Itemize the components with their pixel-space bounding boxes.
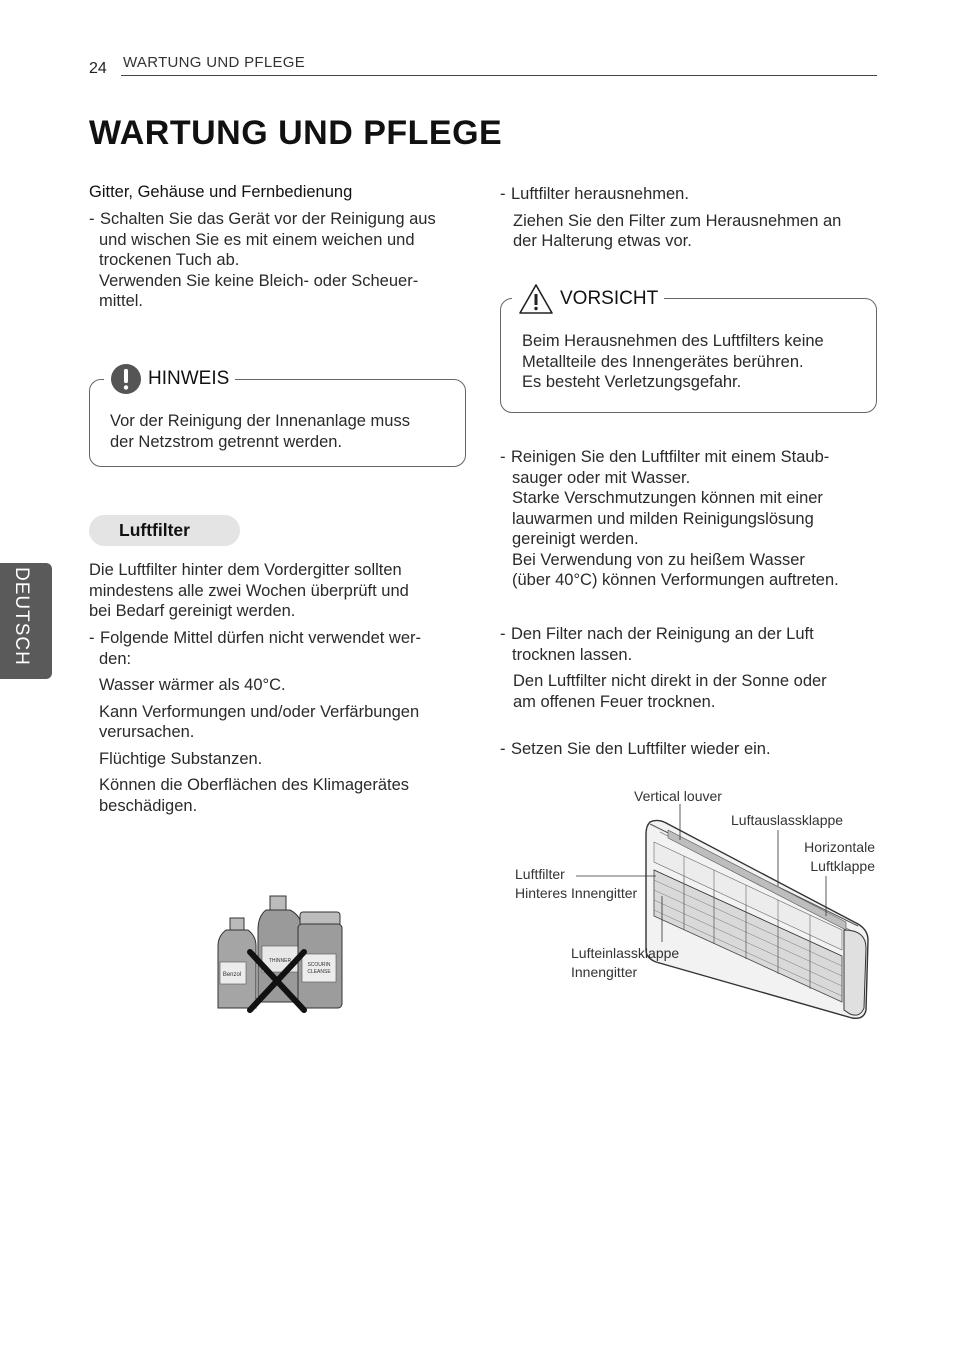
forbidden-agents-item bbox=[89, 628, 474, 816]
text-line: Lufteinlassklappe bbox=[571, 945, 680, 961]
warning-triangle-icon bbox=[518, 283, 554, 315]
text-line: - Setzen Sie den Luftfilter wieder ein. bbox=[500, 739, 890, 760]
forbidden-chemicals-illustration bbox=[212, 890, 352, 1015]
language-tab-label: DEUTSCH bbox=[11, 567, 32, 666]
text-line: am offenen Feuer trocknen. bbox=[513, 692, 716, 711]
text-line: beschädigen. bbox=[99, 796, 198, 815]
text-line: Es besteht Verletzungsgefahr. bbox=[522, 373, 742, 391]
reinsert-filter-item bbox=[500, 739, 890, 760]
text-line: Luftklappe bbox=[810, 858, 875, 874]
filter-intro bbox=[89, 560, 469, 622]
page-title: WARTUNG UND PFLEGE bbox=[89, 114, 503, 152]
text-line: trockenen Tuch ab. bbox=[99, 251, 240, 269]
text-line: gereinigt werden. bbox=[512, 530, 639, 548]
text-line: Horizontale bbox=[804, 839, 875, 855]
text-line: Ziehen Sie den Filter zum Herausnehmen an bbox=[513, 211, 842, 230]
text-line: Verwenden Sie keine Bleich- oder Scheuer- bbox=[99, 271, 419, 290]
bottle-label: SCOURIN bbox=[307, 962, 331, 968]
text-line: mindestens alle zwei Wochen überprüft und bbox=[89, 581, 409, 600]
text-line: - Den Filter nach der Reinigung an der Luft bbox=[500, 624, 890, 645]
caution-text bbox=[522, 331, 872, 393]
text-line: und wischen Sie es mit einem weichen und bbox=[99, 230, 415, 249]
text-line: Starke Verschmutzungen können mit einer bbox=[512, 489, 823, 507]
language-tab bbox=[0, 563, 52, 679]
text-line: Flüchtige Substanzen. bbox=[99, 749, 263, 768]
header-section: WARTUNG UND PFLEGE bbox=[123, 54, 306, 71]
text-line: Metallteile des Innengerätes berühren. bbox=[522, 352, 804, 371]
label-outlet-flap: Luftauslassklappe bbox=[731, 812, 844, 828]
clean-grille-item bbox=[89, 209, 469, 312]
text-line: verursachen. bbox=[99, 723, 195, 741]
text-line: - Schalten Sie das Gerät vor der Reinigung aus bbox=[89, 209, 469, 230]
text-line: sauger oder mit Wasser. bbox=[512, 468, 691, 487]
text-line: Bei Verwendung von zu heißem Wasser bbox=[512, 550, 805, 569]
label-air-filter bbox=[515, 865, 637, 903]
caution-label: VORSICHT bbox=[560, 288, 659, 309]
text-line: den: bbox=[99, 649, 132, 668]
label-horizontal-flap bbox=[770, 838, 875, 876]
text-line: Vor der Reinigung der Innenanlage muss bbox=[110, 412, 410, 430]
text-line: - Reinigen Sie den Luftfilter mit einem Staub- bbox=[500, 447, 890, 468]
bottle-label: THINNER bbox=[268, 958, 292, 964]
text-line: - Folgende Mittel dürfen nicht verwendet wer- bbox=[89, 628, 474, 649]
dry-filter-item bbox=[500, 624, 890, 712]
bottle-label: Benzol bbox=[222, 972, 242, 978]
subheading-grille: Gitter, Gehäuse und Fernbedienung bbox=[89, 183, 353, 201]
remove-filter-item bbox=[500, 184, 880, 252]
clean-filter-item bbox=[500, 447, 890, 591]
page-number: 24 bbox=[89, 60, 107, 77]
exclamation-icon bbox=[110, 363, 142, 395]
text-line: Können die Oberflächen des Klimagerätes bbox=[99, 776, 410, 794]
caution-header bbox=[512, 283, 664, 315]
text-line: mittel. bbox=[99, 292, 144, 310]
text-line: Beim Herausnehmen des Luftfilters keine bbox=[522, 332, 824, 350]
text-line: trocknen lassen. bbox=[512, 645, 633, 664]
text-line: der Netzstrom getrennt werden. bbox=[110, 432, 343, 451]
text-line: lauwarmen und milden Reinigungslösung bbox=[512, 509, 814, 528]
bottle-scouring bbox=[298, 912, 342, 1008]
text-line: der Halterung etwas vor. bbox=[513, 232, 692, 250]
text-line: (über 40°C) können Verformungen auftreten. bbox=[512, 571, 839, 589]
header-rule bbox=[121, 75, 877, 76]
bottle-label: CLEANSE bbox=[307, 969, 331, 975]
text-line: Den Luftfilter nicht direkt in der Sonne oder bbox=[513, 672, 827, 690]
label-inlet-flap bbox=[571, 944, 679, 982]
text-line: Hinteres Innengitter bbox=[515, 885, 638, 901]
text-line: Luftfilter bbox=[515, 866, 565, 882]
text-line: bei Bedarf gereinigt werden. bbox=[89, 602, 296, 620]
note-header bbox=[104, 364, 235, 394]
text-line: - Luftfilter herausnehmen. bbox=[500, 184, 880, 205]
text-line: Innengitter bbox=[571, 964, 638, 980]
text-line: Die Luftfilter hinter dem Vordergitter sollten bbox=[89, 561, 402, 579]
text-line: Wasser wärmer als 40°C. bbox=[99, 676, 286, 694]
note-text bbox=[110, 411, 460, 452]
section-pill-filter: Luftfilter bbox=[89, 515, 240, 546]
label-vertical-louver: Vertical louver bbox=[634, 788, 722, 804]
text-line: Kann Verformungen und/oder Verfärbungen bbox=[99, 702, 420, 721]
note-label: HINWEIS bbox=[148, 368, 230, 389]
bottle-benzol bbox=[218, 918, 256, 1008]
